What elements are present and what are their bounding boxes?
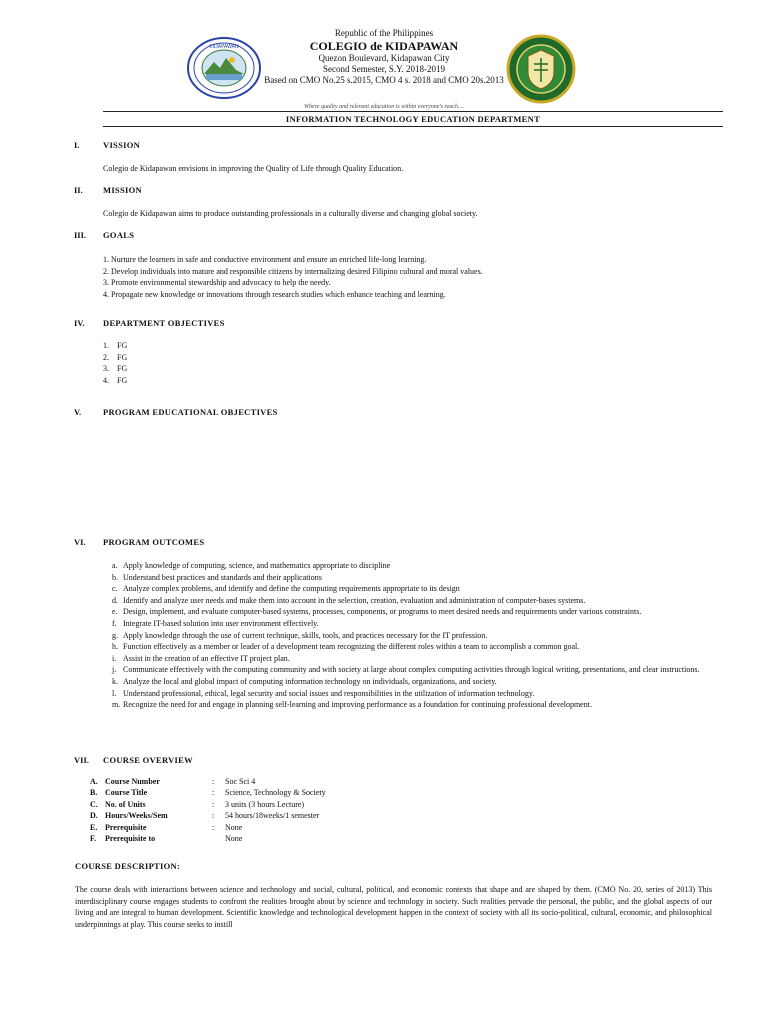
item-letter: m. <box>112 700 121 710</box>
row-key: E. <box>90 822 98 832</box>
item-number: 4. <box>103 375 109 385</box>
row-label: Course Title <box>105 788 148 798</box>
list-item <box>112 641 712 653</box>
item-letter: i. <box>112 653 117 663</box>
item-text: FG <box>117 341 128 350</box>
row-value: None <box>225 833 243 843</box>
item-number: 3. <box>103 364 109 374</box>
row-label: Prerequisite <box>105 822 147 832</box>
row-colon: : <box>212 777 215 786</box>
item-letter: g. <box>112 630 118 640</box>
semester-line: Second Semester, S.Y. 2018-2019 <box>323 64 445 74</box>
item-text: Communicate effectively with the computing community and with society at large about complex computing activities through logical writing, presentations, and clear instructions. <box>123 665 700 675</box>
program-outcomes-list <box>112 560 712 711</box>
list-item <box>112 688 712 700</box>
item-text: Design, implement, and evaluate computer-based systems, processes, components, or programs to meet desired needs and requirements under various constraints. <box>123 607 642 617</box>
table-row <box>90 776 590 787</box>
course-description-text: The course deals with interactions between science and technology and social, cultural, political, and economic contexts that shape and are shaped by them. (CMO No. 20, series of 2013) This interdisciplinary course engages students to confront the realities brought about by science and technology in society. Such realities pervade the personal, the public, and the global aspects of our living and are integral to human development. Scientific knowledge and technological development happen in the context of society with all its socio-political, cultural, economic, and philosophical underpinnings at play. This course seeks to instill <box>75 885 712 929</box>
list-item: 4. Propagate new knowledge or innovations through research studies which enhance teaching and learning. <box>103 289 446 299</box>
list-item: 1. Nurture the learners in safe and conductive environment and ensure an enriched life-long learning. <box>103 255 427 264</box>
row-key: D. <box>90 811 98 821</box>
row-key: A. <box>90 777 98 786</box>
item-text: FG <box>117 364 128 374</box>
list-item <box>103 363 713 375</box>
item-text: Assist in the creation of an effective IT project plan. <box>123 653 290 663</box>
dept-objectives-list <box>103 340 713 386</box>
list-item: 2. Develop individuals into mature and responsible citizens by internalizing desired Filipino cultural and moral values. <box>103 266 483 276</box>
section-number-dept-objectives: IV. <box>74 318 85 328</box>
row-colon: : <box>212 822 215 832</box>
republic-line: Republic of the Philippines <box>334 28 434 38</box>
item-letter: h. <box>112 642 118 652</box>
item-letter: f. <box>112 618 117 628</box>
row-key: B. <box>90 788 98 798</box>
school-name: COLEGIO de KIDAPAWAN <box>309 39 459 53</box>
item-letter: a. <box>112 561 118 570</box>
item-text: Analyze the local and global impact of computing information technology on individuals, organizations, and society. <box>123 676 497 686</box>
item-letter: e. <box>112 607 118 617</box>
item-letter: c. <box>112 584 118 594</box>
row-colon: : <box>212 799 215 809</box>
section-title-goals: GOALS <box>103 230 135 240</box>
item-number: 1. <box>103 341 109 350</box>
section-title-vission: VISSION <box>103 140 141 150</box>
list-item <box>112 560 712 572</box>
cmo-basis-line: Based on CMO No.25 s.2015, CMO 4 s. 2018 and CMO 20s.2013 <box>264 75 504 85</box>
item-text: Integrate IT-based solution into user environment effectively. <box>123 618 319 628</box>
table-row <box>90 799 590 810</box>
row-label: Prerequisite to <box>105 833 156 843</box>
list-item <box>112 630 712 642</box>
table-row <box>90 810 590 821</box>
section-title-outcomes: PROGRAM OUTCOMES <box>103 537 205 547</box>
row-label: Course Number <box>105 777 160 786</box>
section-number-peo: V. <box>74 407 82 417</box>
row-value: 54 hours/18weeks/1 semester <box>225 811 320 821</box>
mission-text: Colegio de Kidapawan aims to produce outstanding professionals in a culturally diverse and changing global society. <box>103 209 478 218</box>
row-colon: : <box>212 811 215 821</box>
section-title-dept-objectives: DEPARTMENT OBJECTIVES <box>103 318 225 328</box>
section-number-overview: VII. <box>74 755 89 765</box>
list-item <box>112 618 712 630</box>
department-title: INFORMATION TECHNOLOGY EDUCATION DEPARTMENT <box>103 111 723 127</box>
row-key: F. <box>90 833 97 843</box>
svg-text:KIDAPAWAN: KIDAPAWAN <box>209 44 239 50</box>
school-header <box>0 28 768 86</box>
table-row <box>90 787 590 798</box>
item-text: FG <box>117 352 128 362</box>
item-letter: j. <box>112 665 117 675</box>
row-colon: : <box>212 788 215 798</box>
section-number-goals: III. <box>74 230 87 240</box>
list-item <box>103 352 713 364</box>
item-text: FG <box>117 375 128 385</box>
row-key: C. <box>90 799 98 809</box>
item-text: Understand best practices and standards and their applications <box>123 572 322 582</box>
table-row <box>90 822 590 833</box>
list-item <box>103 340 713 352</box>
course-overview-table <box>90 776 590 844</box>
item-text: Apply knowledge of computing, science, and mathematics appropriate to discipline <box>123 561 391 570</box>
goals-list <box>103 254 723 300</box>
row-value: None <box>225 822 243 832</box>
list-item <box>112 699 712 711</box>
item-letter: k. <box>112 676 118 686</box>
row-value: Science, Technology & Society <box>225 788 326 798</box>
section-number-vission: I. <box>74 140 80 150</box>
list-item <box>112 653 712 665</box>
course-description-title: COURSE DESCRIPTION: <box>75 861 181 871</box>
section-title-mission: MISSION <box>103 185 142 195</box>
item-text: Identify and analyze user needs and make them into account in the selection, creation, evaluation and administration of computer-bases systems. <box>123 595 586 605</box>
list-item <box>112 676 712 688</box>
row-value: 3 units (3 hours Lecture) <box>225 799 305 809</box>
vission-text: Colegio de Kidapawan envisions in improving the Quality of Life through Quality Education. <box>103 164 404 173</box>
list-item <box>112 606 712 618</box>
item-letter: b. <box>112 572 118 582</box>
table-row <box>90 833 590 844</box>
section-number-mission: II. <box>74 185 83 195</box>
school-tagline: Where quality and relevant education is within everyone's reach.... <box>304 104 464 110</box>
list-item: 3. Promote environmental stewardship and advocacy to help the needy. <box>103 278 331 288</box>
list-item <box>112 583 712 595</box>
row-value: Soc Sci 4 <box>225 777 256 786</box>
item-text: Function effectively as a member or leader of a development team recognizing the different roles within a team to accomplish a common goal. <box>123 642 580 652</box>
section-title-peo: PROGRAM EDUCATIONAL OBJECTIVES <box>103 407 278 417</box>
item-letter: l. <box>112 688 117 698</box>
section-title-overview: COURSE OVERVIEW <box>103 755 193 765</box>
list-item <box>112 595 712 607</box>
item-text: Understand professional, ethical, legal security and social issues and responsibilities in the utilization of information technology. <box>123 688 535 698</box>
school-address: Quezon Boulevard, Kidapawan City <box>318 53 450 63</box>
list-item <box>103 375 713 387</box>
item-text: Recognize the need for and engage in planning self-learning and improving performance as a foundation for continuing professional development. <box>123 700 592 710</box>
item-letter: d. <box>112 595 118 605</box>
section-number-outcomes: VI. <box>74 537 86 547</box>
row-label: No. of Units <box>105 799 146 809</box>
row-label: Hours/Weeks/Sem <box>105 811 168 821</box>
list-item <box>112 664 712 676</box>
item-text: Apply knowledge through the use of current technique, skills, tools, and practices necessary for the IT profession. <box>123 630 488 640</box>
item-number: 2. <box>103 352 109 362</box>
list-item <box>112 572 712 584</box>
item-text: Analyze complex problems, and identify and define the computing requirements appropriate to its design <box>123 584 460 594</box>
